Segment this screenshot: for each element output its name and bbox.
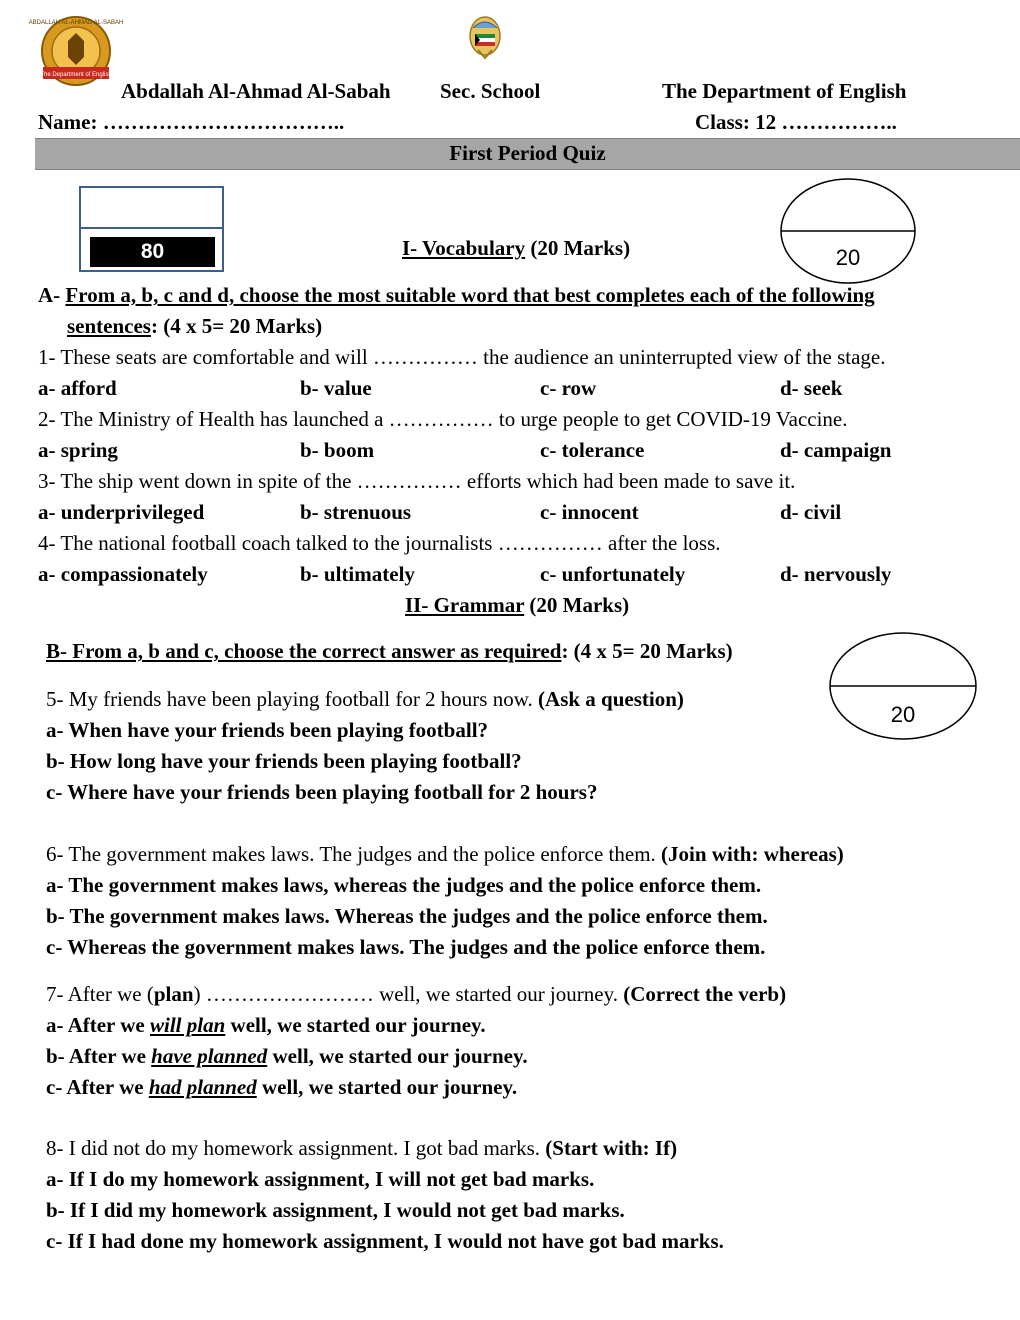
vocab-q3-option-a[interactable]: a- underprivileged bbox=[38, 500, 205, 524]
grammar-q5-option-a[interactable]: a- When have your friends been playing football? bbox=[46, 718, 489, 742]
vocab-q2-option-a[interactable]: a- spring bbox=[38, 438, 118, 462]
grammar-q6-stem bbox=[46, 841, 844, 867]
q6-stem-text: 6- The government makes laws. The judges and the police enforce them. bbox=[46, 842, 656, 866]
vocab-marks: (20 Marks) bbox=[530, 236, 631, 260]
q7c-post: well, we started our journey. bbox=[256, 1075, 518, 1099]
q7-stem-verb: plan bbox=[153, 982, 194, 1006]
school-type: Sec. School bbox=[440, 79, 541, 103]
q8-stem-text: 8- I did not do my homework assignment. I got bad marks. bbox=[46, 1136, 541, 1160]
vocab-q1-option-b[interactable]: b- value bbox=[300, 376, 372, 400]
vocab-q2-option-b[interactable]: b- boom bbox=[300, 438, 375, 462]
instr-marks: : (4 x 5= 20 Marks) bbox=[150, 314, 323, 338]
vocab-q4-option-a[interactable]: a- compassionately bbox=[38, 562, 208, 586]
q7b-post: well, we started our journey. bbox=[267, 1044, 528, 1068]
q7b-verb: have planned bbox=[151, 1044, 268, 1068]
vocab-q1-stem: 1- These seats are comfortable and will …………… the audience an uninterrupted view of the stage. bbox=[38, 345, 886, 369]
q7a-post: well, we started our journey. bbox=[225, 1013, 486, 1037]
vocab-q4-option-c[interactable]: c- unfortunately bbox=[540, 562, 686, 586]
grammar-q7-option-a[interactable] bbox=[46, 1012, 486, 1038]
grammar-heading bbox=[405, 592, 629, 618]
department-name: The Department of English bbox=[662, 79, 907, 103]
vocab-heading bbox=[402, 235, 630, 261]
grammar-q8-stem bbox=[46, 1135, 677, 1161]
instr-prefix: A- bbox=[38, 283, 61, 307]
vocab-q4-option-b[interactable]: b- ultimately bbox=[300, 562, 415, 586]
vocab-q3-stem: 3- The ship went down in spite of the …………… efforts which had been made to save it. bbox=[38, 469, 796, 493]
grammar-q8-option-b[interactable]: b- If I did my homework assignment, I would not get bad marks. bbox=[46, 1198, 625, 1222]
vocab-q2-stem: 2- The Ministry of Health has launched a …………… to urge people to get COVID-19 Vaccine. bbox=[38, 407, 848, 431]
school-name: Abdallah Al-Ahmad Al-Sabah bbox=[121, 79, 391, 103]
section-b-instructions bbox=[46, 638, 733, 664]
grammar-q7-stem bbox=[46, 981, 786, 1007]
q6-instruction: (Join with: whereas) bbox=[661, 842, 844, 866]
quiz-title: First Period Quiz bbox=[449, 141, 606, 165]
name-field[interactable]: Name: …………………………….. bbox=[38, 110, 345, 134]
logo-text: ABDALLAH AL-AHMAD AL-SABAH bbox=[28, 20, 124, 26]
q7a-pre: a- After we bbox=[46, 1013, 150, 1037]
q7-instruction: (Correct the verb) bbox=[623, 982, 787, 1006]
class-field[interactable]: Class: 12 …………….. bbox=[695, 110, 897, 134]
grammar-q7-option-b[interactable] bbox=[46, 1043, 528, 1069]
vocab-score-circle bbox=[779, 177, 917, 285]
grammar-marks: (20 Marks) bbox=[529, 593, 630, 617]
grammar-q5-stem bbox=[46, 686, 684, 712]
grammar-q7-option-c[interactable] bbox=[46, 1074, 517, 1100]
grammar-q5-option-b[interactable]: b- How long have your friends been playing football? bbox=[46, 749, 522, 773]
section-b-instr: B- From a, b and c, choose the correct answer as required bbox=[46, 639, 562, 663]
vocab-q1-option-c[interactable]: c- row bbox=[540, 376, 597, 400]
section-a-instructions-2 bbox=[67, 313, 322, 339]
q7a-verb: will plan bbox=[150, 1013, 226, 1037]
section-a-instructions bbox=[38, 282, 875, 308]
q7-stem-pre: 7- After we ( bbox=[46, 982, 154, 1006]
grammar-q6-option-b[interactable]: b- The government makes laws. Whereas the judges and the police enforce them. bbox=[46, 904, 768, 928]
school-logo bbox=[28, 15, 124, 89]
vocab-q3-option-c[interactable]: c- innocent bbox=[540, 500, 639, 524]
vocab-q3-option-b[interactable]: b- strenuous bbox=[300, 500, 412, 524]
vocab-q1-option-a[interactable]: a- afford bbox=[38, 376, 117, 400]
vocab-heading-text: I- Vocabulary bbox=[402, 236, 526, 260]
vocab-q4-stem: 4- The national football coach talked to the journalists …………… after the loss. bbox=[38, 531, 721, 555]
grammar-q8-option-c[interactable]: c- If I had done my homework assignment, I would not have got bad marks. bbox=[46, 1229, 724, 1253]
q7c-verb: had planned bbox=[148, 1075, 257, 1099]
grammar-q6-option-a[interactable]: a- The government makes laws, whereas the judges and the police enforce them. bbox=[46, 873, 762, 897]
vocab-q1-option-d[interactable]: d- seek bbox=[780, 376, 843, 400]
grammar-q6-option-c[interactable]: c- Whereas the government makes laws. The judges and the police enforce them. bbox=[46, 935, 766, 959]
vocab-q3-option-d[interactable]: d- civil bbox=[780, 500, 842, 524]
vocab-q2-option-c[interactable]: c- tolerance bbox=[540, 438, 645, 462]
instr-line1: From a, b, c and d, choose the most suitable word that best completes each of the following bbox=[65, 283, 875, 307]
grammar-score-circle bbox=[828, 631, 978, 742]
total-score-box bbox=[79, 186, 224, 272]
q8-instruction: (Start with: If) bbox=[545, 1136, 678, 1160]
instr-line2: sentences bbox=[67, 314, 151, 338]
q7b-pre: b- After we bbox=[46, 1044, 152, 1068]
vocab-score: 20 bbox=[835, 245, 861, 270]
grammar-q5-option-c[interactable]: c- Where have your friends been playing football for 2 hours? bbox=[46, 780, 598, 804]
q7c-pre: c- After we bbox=[46, 1075, 149, 1099]
grammar-score: 20 bbox=[890, 702, 916, 727]
total-score: 80 bbox=[90, 237, 215, 267]
q7-stem-post: ) …………………… well, we started our journey. bbox=[193, 982, 618, 1006]
section-b-marks: : (4 x 5= 20 Marks) bbox=[561, 639, 733, 663]
quiz-title-bar bbox=[35, 138, 1020, 170]
q5-instruction: (Ask a question) bbox=[538, 687, 684, 711]
logo-subtext: The Department of English bbox=[40, 72, 112, 78]
kuwait-emblem-icon bbox=[468, 14, 502, 60]
grammar-heading-text: II- Grammar bbox=[405, 593, 525, 617]
grammar-q8-option-a[interactable]: a- If I do my homework assignment, I will not get bad marks. bbox=[46, 1167, 595, 1191]
q5-stem-text: 5- My friends have been playing football for 2 hours now. bbox=[46, 687, 533, 711]
vocab-q2-option-d[interactable]: d- campaign bbox=[780, 438, 892, 462]
vocab-q4-option-d[interactable]: d- nervously bbox=[780, 562, 892, 586]
